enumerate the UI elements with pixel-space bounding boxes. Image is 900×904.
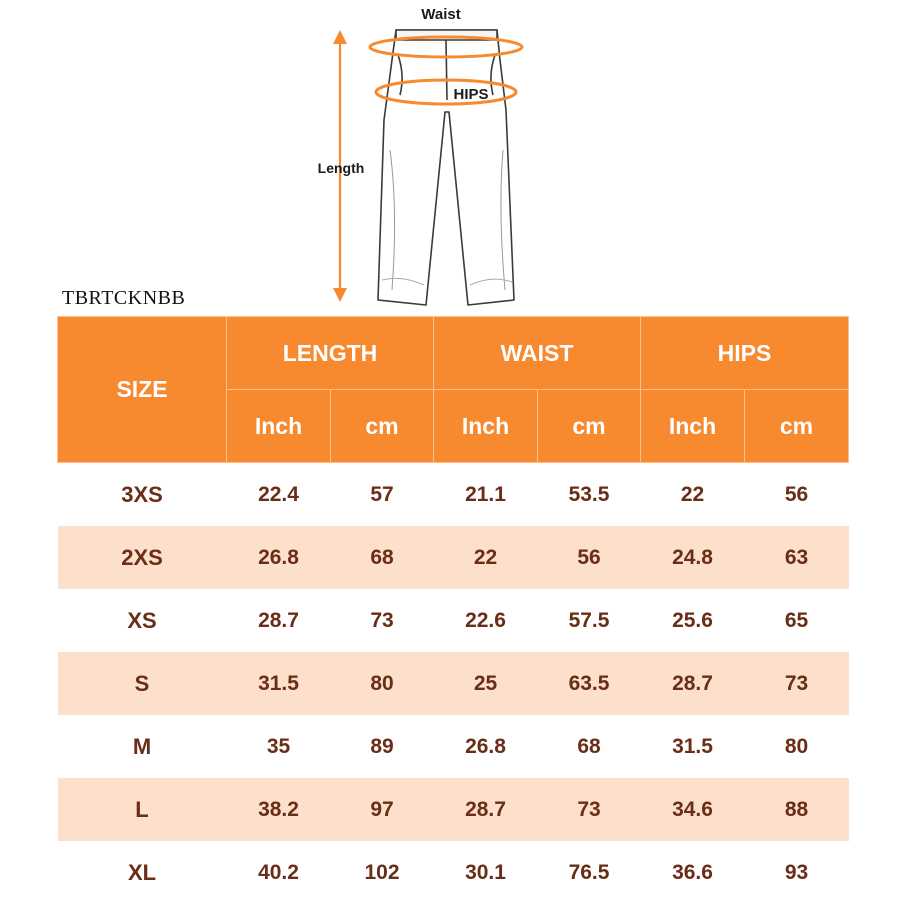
- value-cell: 28.7: [434, 778, 538, 841]
- value-cell: 65: [745, 589, 849, 652]
- value-cell: 57: [331, 463, 434, 527]
- value-cell: 40.2: [227, 841, 331, 904]
- waist-group-header: WAIST: [434, 317, 641, 390]
- value-cell: 22: [641, 463, 745, 527]
- value-cell: 31.5: [641, 715, 745, 778]
- table-row: [58, 589, 849, 652]
- value-cell: 38.2: [227, 778, 331, 841]
- value-cell: 53.5: [538, 463, 641, 527]
- value-cell: 63: [745, 526, 849, 589]
- value-cell: 76.5: [538, 841, 641, 904]
- value-cell: 35: [227, 715, 331, 778]
- value-cell: 63.5: [538, 652, 641, 715]
- value-cell: 80: [331, 652, 434, 715]
- value-cell: 22: [434, 526, 538, 589]
- value-cell: 21.1: [434, 463, 538, 527]
- hips-group-header: HIPS: [641, 317, 849, 390]
- size-cell: M: [58, 715, 227, 778]
- value-cell: 102: [331, 841, 434, 904]
- size-cell: L: [58, 778, 227, 841]
- value-cell: 24.8: [641, 526, 745, 589]
- value-cell: 88: [745, 778, 849, 841]
- size-cell: XS: [58, 589, 227, 652]
- value-cell: 26.8: [434, 715, 538, 778]
- table-row: [58, 652, 849, 715]
- pants-illustration: [378, 30, 514, 305]
- length-label: Length: [317, 160, 365, 176]
- value-cell: 31.5: [227, 652, 331, 715]
- value-cell: 73: [331, 589, 434, 652]
- size-column-header: SIZE: [58, 317, 227, 463]
- value-cell: 25.6: [641, 589, 745, 652]
- hips-label: HIPS: [453, 86, 489, 103]
- value-cell: 56: [538, 526, 641, 589]
- pants-measurement-diagram: [0, 0, 900, 310]
- value-cell: 22.4: [227, 463, 331, 527]
- waist-cm-header: cm: [538, 390, 641, 463]
- value-cell: 68: [331, 526, 434, 589]
- value-cell: 68: [538, 715, 641, 778]
- length-inch-header: Inch: [227, 390, 331, 463]
- length-group-header: LENGTH: [227, 317, 434, 390]
- value-cell: 73: [745, 652, 849, 715]
- value-cell: 25: [434, 652, 538, 715]
- hips-inch-header: Inch: [641, 390, 745, 463]
- table-row: [58, 463, 849, 527]
- size-cell: 2XS: [58, 526, 227, 589]
- table-row: [58, 715, 849, 778]
- value-cell: 80: [745, 715, 849, 778]
- product-code: TBRTCKNBB: [62, 287, 186, 309]
- value-cell: 57.5: [538, 589, 641, 652]
- value-cell: 36.6: [641, 841, 745, 904]
- value-cell: 30.1: [434, 841, 538, 904]
- waist-label: Waist: [421, 6, 461, 23]
- size-cell: 3XS: [58, 463, 227, 527]
- value-cell: 73: [538, 778, 641, 841]
- table-row: [58, 778, 849, 841]
- size-cell: XL: [58, 841, 227, 904]
- value-cell: 34.6: [641, 778, 745, 841]
- value-cell: 26.8: [227, 526, 331, 589]
- value-cell: 89: [331, 715, 434, 778]
- length-cm-header: cm: [331, 390, 434, 463]
- table-row: [58, 841, 849, 904]
- value-cell: 97: [331, 778, 434, 841]
- value-cell: 56: [745, 463, 849, 527]
- value-cell: 93: [745, 841, 849, 904]
- size-cell: S: [58, 652, 227, 715]
- size-chart-table: [57, 316, 849, 904]
- value-cell: 28.7: [227, 589, 331, 652]
- value-cell: 22.6: [434, 589, 538, 652]
- hips-cm-header: cm: [745, 390, 849, 463]
- value-cell: 28.7: [641, 652, 745, 715]
- waist-inch-header: Inch: [434, 390, 538, 463]
- table-row: [58, 526, 849, 589]
